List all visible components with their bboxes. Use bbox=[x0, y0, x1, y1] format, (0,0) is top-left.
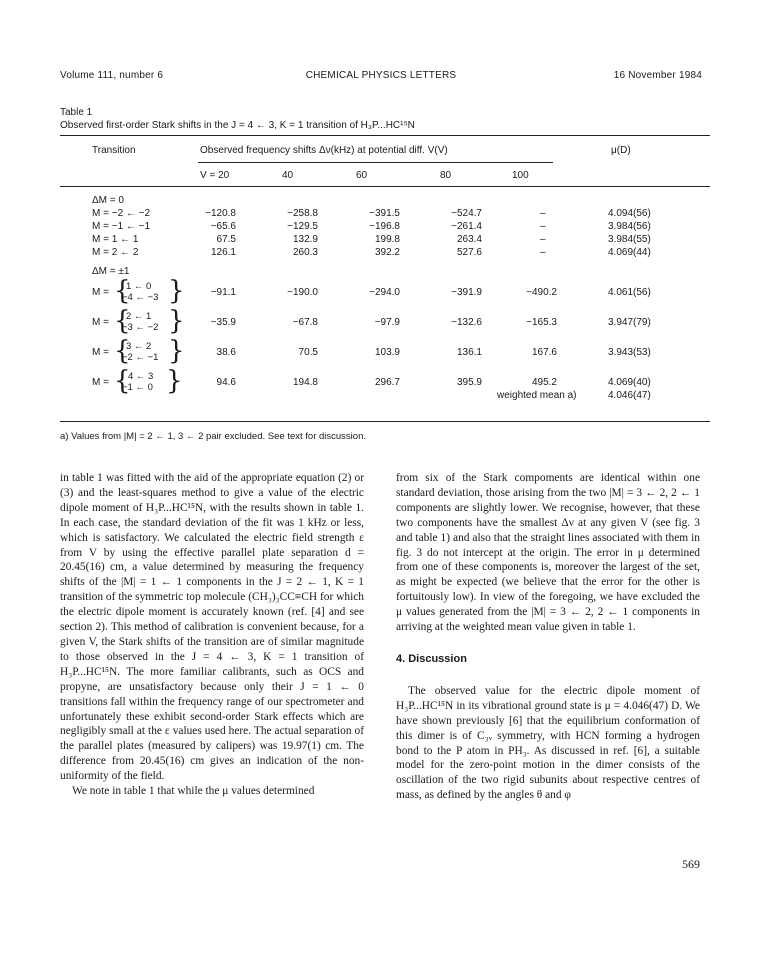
table-cell: 38.6 bbox=[216, 347, 236, 358]
page-number: 569 bbox=[682, 857, 700, 871]
paired-transition-label: M = { 4 ← 3 −1 ← 0 } bbox=[92, 366, 183, 396]
right-brace: } bbox=[166, 366, 183, 396]
header-voltage-100: 100 bbox=[512, 170, 529, 181]
right-column bbox=[396, 471, 700, 803]
table-cell: 296.7 bbox=[374, 377, 400, 388]
table-cell: −391.5 bbox=[369, 208, 400, 219]
group-dm1-label: ΔM = ±1 bbox=[92, 266, 130, 277]
table-cell-mu: 3.984(56) bbox=[608, 221, 651, 232]
right-brace: } bbox=[168, 306, 185, 336]
row-m-label: M = −1 ← −1 bbox=[92, 221, 151, 232]
table-cell: 67.5 bbox=[216, 234, 236, 245]
paragraph: The observed value for the electric dipole moment of H₃P...HC¹⁵N in its vibrational ground state is μ = 4.046(47) D. We have shown previously [6] that the equilibrium conformation of this dimer is of C₃ᵥ symmetry, with HCN forming a hydrogen bond to the P atom in PH₃. As discussed in ref. [6], a suitable model for the zero-point motion in the dimer consists of the oscillation of the two rigid subunits about respective centres of mass, as defined by the angles θ and φ bbox=[396, 684, 700, 802]
table-label: Table 1 bbox=[60, 107, 93, 118]
table-cell: −65.6 bbox=[210, 221, 236, 232]
row-m-label: M = 1 ← 1 bbox=[92, 234, 139, 245]
table-cell: 94.6 bbox=[216, 377, 236, 388]
table-cell: 126.1 bbox=[210, 247, 236, 258]
table-footnote: a) Values from |M| = 2 ← 1, 3 ← 2 pair excluded. See text for discussion. bbox=[60, 431, 366, 442]
paired-transition-label: M = { 1 ← 0 −4 ← −3 } bbox=[92, 276, 185, 306]
table-cell: 70.5 bbox=[298, 347, 318, 358]
table-cell: −391.9 bbox=[451, 287, 482, 298]
table-cell: 395.9 bbox=[456, 377, 482, 388]
table-cell: 263.4 bbox=[456, 234, 482, 245]
table-title: Observed first-order Stark shifts in the J = 4 ← 3, K = 1 transition of H₃P...HC¹⁵N bbox=[60, 120, 415, 131]
table-cell: −190.0 bbox=[287, 287, 318, 298]
table-cell: −67.8 bbox=[292, 317, 318, 328]
table-cell: −524.7 bbox=[451, 208, 482, 219]
paragraph: in table 1 was fitted with the aid of the appropriate equation (2) or (3) and the least-squares method to give a value of the electric dipole moment of H₃P...HC¹⁵N, with the results shown in table 1. In each case, the standard deviation of the fit was 1 kHz or less, which is satisfactory. We calculated the electric field strength ε from V by using the effective parallel plate separation d = 20.45(16) cm, a value determined by measuring the frequency shifts of the |M| = 1 ← 1 components in the J = 2 ← 1, K = 1 transition of the symmetric top molecule (CH₃)₃CC≡CH for which the electric dipole moment is accurately known (ref. [4] and see section 2). This method of calibration is convenient because, for a given V, the Stark shifts of the transition are of similar magnitude to those observed in the J = 4 ← 3, K = 1 transition of H₃P...HC¹⁵N. The more familiar calibrants, such as OCS and propyne, are unsatisfactory because only their J = 1 ← 0 transitions fall within the frequency range of our spectrometer and unfortunately these exhibit second-order Stark effects which are negligibly small at the ε values used here. The actual separation of the parallel plates (measured by calipers) was 19.97(1) cm. The difference from 20.45(16) cm gives an indication of the non-uniformity of the field. bbox=[60, 472, 364, 783]
left-brace: { bbox=[114, 306, 131, 336]
table-cell: −196.8 bbox=[369, 221, 400, 232]
table-cell: – bbox=[540, 208, 546, 219]
table-cell: 194.8 bbox=[292, 377, 318, 388]
table-cell-mu: 4.094(56) bbox=[608, 208, 651, 219]
table-cell: −97.9 bbox=[374, 317, 400, 328]
paired-transition-label: M = { 3 ← 2 −2 ← −1 } bbox=[92, 336, 185, 366]
table-cell: −258.8 bbox=[287, 208, 318, 219]
header-transition: Transition bbox=[92, 145, 136, 156]
table-cell-mu: 3.984(55) bbox=[608, 234, 651, 245]
left-brace: { bbox=[114, 336, 131, 366]
table-cell: 136.1 bbox=[456, 347, 482, 358]
header-voltage-80: 80 bbox=[440, 170, 452, 181]
table-cell-mu: 3.943(53) bbox=[608, 347, 651, 358]
table-cell: −35.9 bbox=[210, 317, 236, 328]
weighted-mean-label: weighted mean a) bbox=[497, 390, 577, 401]
pair-top: 3 ← 2 bbox=[126, 341, 152, 352]
table-cell: 527.6 bbox=[456, 247, 482, 258]
table-cell-mu: 4.061(56) bbox=[608, 287, 651, 298]
header-shifts: Observed frequency shifts Δν(kHz) at potential diff. V(V) bbox=[200, 145, 448, 156]
row-m-label: M = 2 ← 2 bbox=[92, 247, 139, 258]
pair-bottom: −3 ← −2 bbox=[122, 322, 159, 333]
table-cell: 392.2 bbox=[374, 247, 400, 258]
header-voltage-40: 40 bbox=[282, 170, 294, 181]
issue-date: 16 November 1984 bbox=[613, 70, 702, 81]
pair-top: 1 ← 0 bbox=[126, 281, 152, 292]
paired-transition-label: M = { 2 ← 1 −3 ← −2 } bbox=[92, 306, 185, 336]
pair-bottom: −2 ← −1 bbox=[122, 352, 159, 363]
left-brace: { bbox=[114, 366, 131, 396]
weighted-mean-value: 4.046(47) bbox=[608, 390, 651, 401]
table-cell: −490.2 bbox=[526, 287, 557, 298]
table-cell: 260.3 bbox=[292, 247, 318, 258]
table-cell-mu: 4.069(44) bbox=[608, 247, 651, 258]
table-cell: −129.5 bbox=[287, 221, 318, 232]
table-cell: −120.8 bbox=[205, 208, 236, 219]
group-dm0-label: ΔM = 0 bbox=[92, 195, 124, 206]
table-cell: 167.6 bbox=[531, 347, 557, 358]
pair-top: 2 ← 1 bbox=[126, 311, 152, 322]
table-cell: 199.8 bbox=[374, 234, 400, 245]
journal-title: CHEMICAL PHYSICS LETTERS bbox=[305, 70, 457, 81]
table-cell: 495.2 bbox=[531, 377, 557, 388]
pair-bottom: −4 ← −3 bbox=[122, 292, 159, 303]
table-cell: 132.9 bbox=[292, 234, 318, 245]
table-cell-mu: 3.947(79) bbox=[608, 317, 651, 328]
table-cell: – bbox=[540, 221, 546, 232]
table-cell: – bbox=[540, 234, 546, 245]
left-column bbox=[60, 471, 364, 799]
pair-top: 4 ← 3 bbox=[128, 371, 154, 382]
left-brace: { bbox=[114, 276, 131, 306]
table-cell: −91.1 bbox=[210, 287, 236, 298]
paragraph: We note in table 1 that while the μ values determined bbox=[72, 785, 315, 798]
table-cell: −261.4 bbox=[451, 221, 482, 232]
table-cell: −294.0 bbox=[369, 287, 400, 298]
right-brace: } bbox=[168, 276, 185, 306]
table-cell: – bbox=[540, 247, 546, 258]
header-mu: μ(D) bbox=[611, 145, 631, 156]
paragraph: from six of the Stark compoments are identical within one standard deviation, those arising from the two |M| = 3 ← 2, 2 ← 1 components are slightly lower. We recognise, however, that these two components have the smallest Δν at any given V (see fig. 3 and table 1) and also that the straight lines associated with them in fig. 3 do not intercept at the origin. The error in μ determined from one of these components is, moreover the largest of the set, as might be expected (we believe that the error for the other is fortuitously low). In view of the foregoing, we have excluded the μ values generated from the |M| = 3 ← 2, 2 ← 1 components in arriving at the weighted mean value given in table 1. bbox=[396, 472, 700, 634]
right-brace: } bbox=[168, 336, 185, 366]
header-voltage-60: 60 bbox=[356, 170, 368, 181]
table-cell-mu: 4.069(40) bbox=[608, 377, 651, 388]
table-cell: 103.9 bbox=[374, 347, 400, 358]
table-cell: −165.3 bbox=[526, 317, 557, 328]
table-cell: −132.6 bbox=[451, 317, 482, 328]
pair-bottom: −1 ← 0 bbox=[122, 382, 153, 393]
volume-info: Volume 111, number 6 bbox=[60, 70, 164, 81]
header-voltage-20: V = 20 bbox=[200, 170, 230, 181]
section-heading: 4. Discussion bbox=[396, 652, 467, 665]
row-m-label: M = −2 ← −2 bbox=[92, 208, 151, 219]
